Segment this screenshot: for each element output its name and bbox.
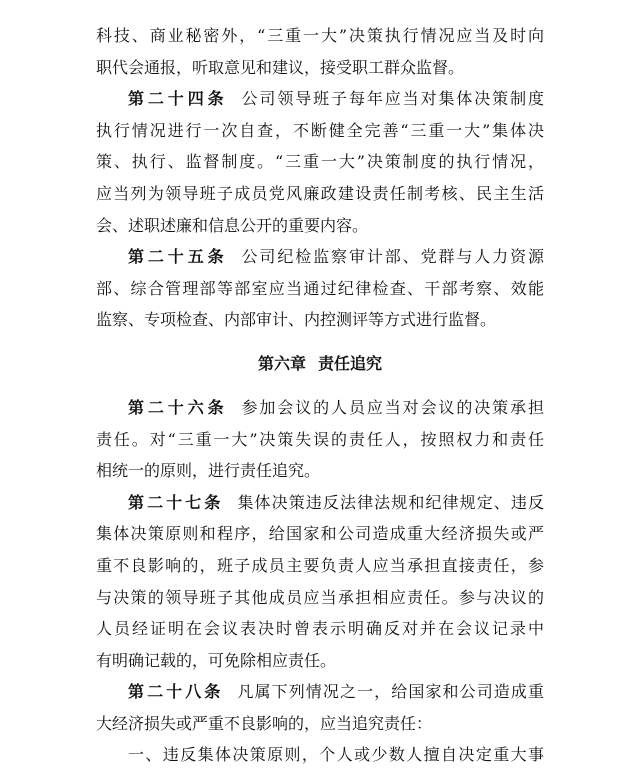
paragraph-continuation (96, 20, 544, 83)
article-24 (96, 83, 544, 241)
text-span: 凡属下列情况之一，给国家和公司造成重 (237, 682, 544, 702)
text-line: 科技、商业秘密外，“三重一大”决策执行情况应当及时向 (96, 26, 544, 45)
article-number: 第二十五条 (128, 247, 228, 267)
text-span: 公司领导班子每年应当对集体决策制度 (241, 89, 544, 109)
article-first-line (96, 392, 544, 424)
text-line: 人员经证明在会议表决时曾表示明确反对并在会议记录中 (96, 619, 544, 639)
article-27 (96, 487, 544, 677)
text-line: 职代会通报，听取意见和建议，接受职工群众监督。 (96, 57, 465, 77)
article-26 (96, 392, 544, 487)
chapter-title: 责任追究 (318, 353, 383, 373)
text-line: 与决策的领导班子其他成员应当承担相应责任。参与决议的 (96, 587, 544, 607)
text-line: 部、综合管理部等部室应当通过纪律检查、干部考察、效能 (96, 278, 544, 298)
text-line: 监察、专项检查、内部审计、内控测评等方式进行监督。 (96, 310, 497, 330)
text-line: 责任。对“三重一大”决策失误的责任人，按照权力和责任 (96, 429, 544, 449)
text-line: 相统一的原则，进行责任追究。 (96, 461, 321, 481)
article-number: 第二十四条 (128, 89, 228, 109)
article-first-line (96, 487, 544, 519)
text-span: 集体决策违反法律法规和纪律规定、违反 (237, 492, 544, 512)
article-first-line (96, 83, 544, 115)
article-first-line (96, 676, 544, 708)
text-line: 应当列为领导班子成员党风廉政建设责任制考核、民主生活 (96, 183, 544, 203)
article-number: 第二十七条 (128, 492, 224, 512)
text-line: 会、述职述廉和信息公开的重要内容。 (96, 215, 369, 235)
text-line: 大经济损失或严重不良影响的，应当追究责任： (96, 713, 433, 733)
article-first-line (96, 241, 544, 273)
list-item (96, 739, 544, 771)
article-28 (96, 676, 544, 739)
article-number: 第二十八条 (128, 682, 224, 702)
text-span: 公司纪检监察审计部、党群与人力资源 (241, 247, 544, 267)
document-page (96, 20, 544, 771)
text-line: 有明确记载的，可免除相应责任。 (96, 650, 337, 670)
chapter-heading (96, 342, 544, 386)
text-line: 一、违反集体决策原则，个人或少数人擅自决定重大事 (128, 745, 544, 765)
chapter-number: 第六章 (257, 353, 306, 373)
article-25 (96, 241, 544, 336)
text-line: 重不良影响的，班子成员主要负责人应当承担直接责任，参 (96, 555, 544, 575)
text-line: 执行情况进行一次自查，不断健全完善“三重一大”集体决 (96, 120, 544, 140)
text-span: 参加会议的人员应当对会议的决策承担 (241, 397, 544, 417)
text-line: 策、执行、监督制度。“三重一大”决策制度的执行情况， (96, 152, 544, 172)
text-line: 集体决策原则和程序，给国家和公司造成重大经济损失或严 (96, 524, 544, 544)
article-number: 第二十六条 (128, 397, 228, 417)
